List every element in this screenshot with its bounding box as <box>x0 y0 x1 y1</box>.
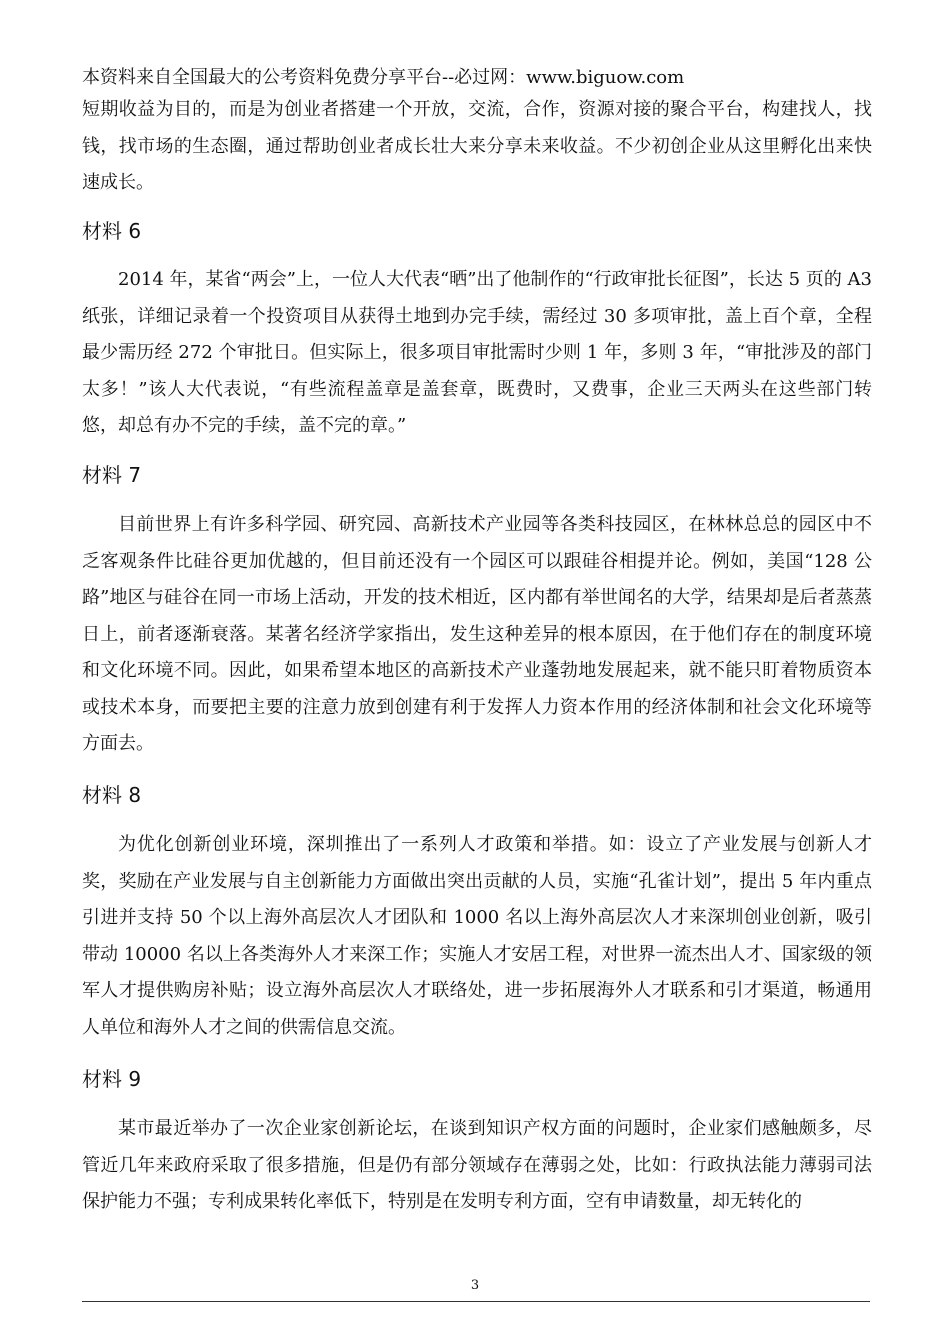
section-body-material-6: 2014 年，某省“两会”上，一位人大代表“晒”出了他制作的“行政审批长征图”，长达 5 页的 A3 纸张，详细记录着一个投资项目从获得土地到办完手续，需经过 30 多项审批，盖上百个章，全程最少需历经 272 个审批日。但实际上，很多项目审批需时少则 1 年，多则 3 年，“审批涉及的部门太多！”该人大代表说，“有些流程盖章是盖套章，既费时，又费事，企业三天两头在这些部门转悠，却总有办不完的手续，盖不完的章。” <box>82 269 872 436</box>
page-header-source-note: 本资料来自全国最大的公考资料免费分享平台--必过网：www.biguow.com <box>82 67 685 88</box>
continuation-paragraph: 短期收益为目的，而是为创业者搭建一个开放，交流，合作，资源对接的聚合平台，构建找人，找钱，找市场的生态圈，通过帮助创业者成长壮大来分享未来收益。不少初创企业从这里孵化出来快速成长。 <box>82 99 872 193</box>
page-number: 3 <box>470 1278 480 1293</box>
section-body-material-7: 目前世界上有许多科学园、研究园、高新技术产业园等各类科技园区，在林林总总的园区中不乏客观条件比硅谷更加优越的，但目前还没有一个园区可以跟硅谷相提并论。例如，美国“128 公路”地区与硅谷在同一市场上活动，开发的技术相近，区内都有举世闻名的大学，结果却是后者蒸蒸日上，前者逐渐衰落。某著名经济学家指出，发生这种差异的根本原因，在于他们存在的制度环境和文化环境不同。因此，如果希望本地区的高新技术产业蓬勃地发展起来，就不能只盯着物质资本或技术本身，而要把主要的注意力放到创建有利于发挥人力资本作用的经济体制和社会文化环境等方面去。 <box>82 514 872 754</box>
section-body-material-9: 某市最近举办了一次企业家创新论坛，在谈到知识产权方面的问题时，企业家们感触颇多，尽管近几年来政府采取了很多措施，但是仍有部分领域存在薄弱之处，比如：行政执法能力薄弱司法保护能力不强；专利成果转化率低下，特别是在发明专利方面，空有申请数量，却无转化的 <box>82 1118 872 1212</box>
section-heading-material-7: 材料 7 <box>82 463 142 487</box>
section-heading-material-9: 材料 9 <box>82 1067 142 1091</box>
section-heading-material-6: 材料 6 <box>82 219 142 243</box>
section-heading-material-8: 材料 8 <box>82 783 142 807</box>
footer-divider <box>82 1301 870 1302</box>
section-body-material-8: 为优化创新创业环境，深圳推出了一系列人才政策和举措。如：设立了产业发展与创新人才奖，奖励在产业发展与自主创新能力方面做出突出贡献的人员，实施“孔雀计划”，提出 5 年内重点引进并支持 50 个以上海外高层次人才团队和 1000 名以上海外高层次人才来深圳创业创新，吸引带动 10000 名以上各类海外人才来深工作；实施人才安居工程，对世界一流杰出人才、国家级的领军人才提供购房补贴；设立海外高层次人才联络处，进一步拓展海外人才联系和引才渠道，畅通用人单位和海外人才之间的供需信息交流。 <box>82 834 872 1038</box>
